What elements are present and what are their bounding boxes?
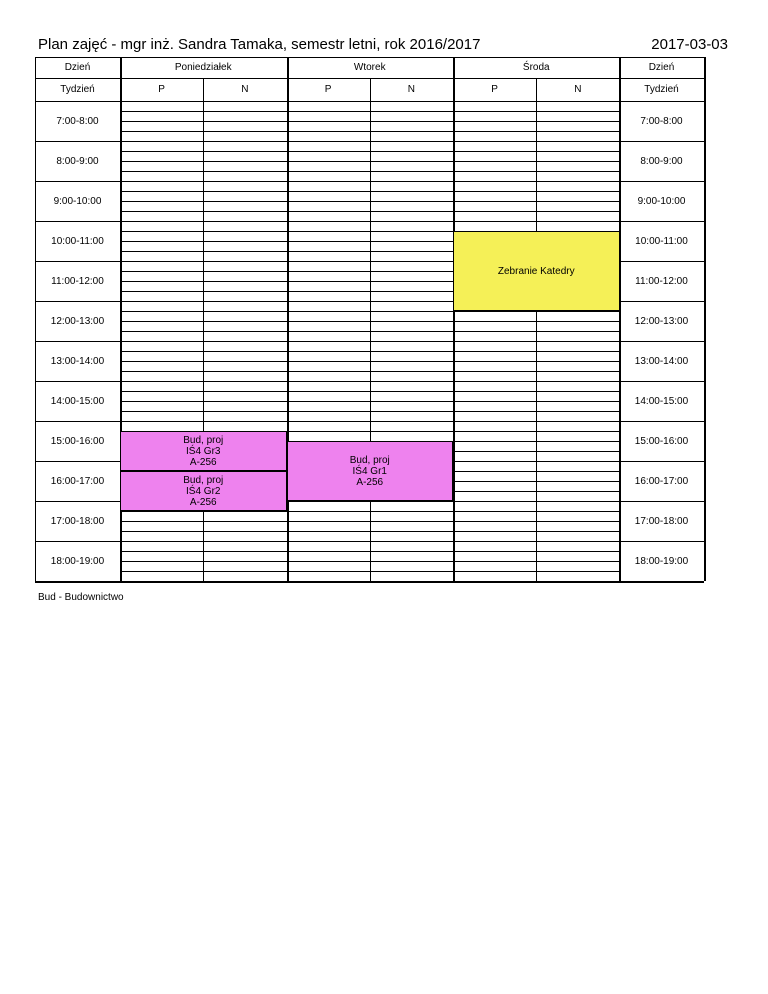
schedule-grid (35, 57, 704, 581)
hour-label-left: 13:00-14:00 (50, 355, 105, 367)
hour-label-left: 11:00-12:00 (51, 275, 104, 287)
event-label: Bud, proj IŚ4 Gr3 A-256 (183, 434, 224, 468)
hour-label-right: 13:00-14:00 (634, 355, 689, 367)
event-label: Bud, proj IŚ4 Gr1 A-256 (349, 454, 390, 488)
hour-label-right: 18:00-19:00 (634, 555, 689, 567)
grid-line (704, 57, 706, 581)
parity-header: P (158, 84, 165, 95)
grid-line (619, 541, 704, 542)
grid-line (287, 57, 289, 581)
grid-line (619, 57, 621, 581)
legend: Bud - Budownictwo (38, 592, 124, 603)
parity-header: P (491, 84, 498, 95)
hour-label-left: 12:00-13:00 (50, 315, 105, 327)
grid-line (35, 301, 120, 302)
grid-line (619, 341, 704, 342)
parity-header: P (324, 84, 332, 95)
grid-line (35, 57, 36, 581)
grid-line (370, 78, 371, 581)
grid-line (619, 261, 704, 262)
parity-header: N (407, 84, 415, 95)
grid-line (35, 141, 120, 142)
hour-label-left: 17:00-18:00 (50, 515, 105, 527)
hour-label-right: 17:00-18:00 (634, 515, 689, 527)
hour-label-left: 7:00-8:00 (56, 115, 99, 127)
grid-line (35, 421, 120, 422)
parity-header: N (574, 84, 582, 95)
grid-line (35, 261, 120, 262)
hour-label-left: 8:00-9:00 (56, 155, 99, 167)
hour-label-right: 12:00-13:00 (634, 315, 689, 327)
grid-line (619, 381, 704, 382)
header-week-label-left: Tydzień (60, 84, 95, 95)
grid-line (35, 341, 120, 342)
event-label: Bud, proj IŚ4 Gr2 A-256 (183, 474, 224, 508)
hour-label-right: 14:00-15:00 (634, 395, 689, 407)
day-header: Środa (522, 62, 550, 73)
event-label: Zebranie Katedry (497, 265, 575, 277)
hour-label-right: 8:00-9:00 (640, 155, 683, 167)
grid-line (35, 461, 120, 462)
grid-line (453, 57, 455, 581)
page-title: Plan zajęć - mgr inż. Sandra Tamaka, semestr letni, rok 2016/2017 (38, 36, 481, 53)
grid-line (619, 221, 704, 222)
grid-line (35, 181, 120, 182)
document-date: 2017-03-03 (651, 36, 728, 53)
day-header: Wtorek (353, 62, 386, 73)
hour-label-left: 18:00-19:00 (50, 555, 105, 567)
hour-label-right: 11:00-12:00 (635, 275, 688, 287)
hour-label-left: 10:00-11:00 (51, 235, 104, 247)
parity-header: N (241, 84, 249, 95)
hour-label-right: 7:00-8:00 (640, 115, 683, 127)
grid-line (35, 57, 704, 58)
hour-label-left: 15:00-16:00 (50, 435, 105, 447)
header-week-label-right: Tydzień (644, 84, 679, 95)
grid-line (35, 581, 704, 583)
grid-line (536, 78, 537, 581)
grid-line (35, 501, 120, 502)
hour-label-left: 9:00-10:00 (53, 195, 102, 207)
day-header: Poniedziałek (174, 62, 232, 73)
grid-line (619, 141, 704, 142)
grid-line (619, 181, 704, 182)
grid-line (35, 381, 120, 382)
schedule-event[interactable] (287, 441, 454, 501)
schedule-event[interactable] (453, 231, 620, 311)
grid-line (35, 541, 120, 542)
hour-label-left: 16:00-17:00 (50, 475, 105, 487)
header-day-label-left: Dzień (64, 62, 91, 73)
header-day-label-right: Dzień (648, 62, 675, 73)
grid-line (35, 221, 120, 222)
hour-label-left: 14:00-15:00 (50, 395, 105, 407)
grid-line (619, 301, 704, 302)
schedule-event[interactable] (120, 431, 287, 471)
hour-label-right: 16:00-17:00 (634, 475, 689, 487)
hour-label-right: 9:00-10:00 (637, 195, 686, 207)
hour-label-right: 10:00-11:00 (635, 235, 688, 247)
schedule-event[interactable] (120, 471, 287, 511)
grid-line (619, 461, 704, 462)
grid-line (619, 501, 704, 502)
hour-label-right: 15:00-16:00 (634, 435, 689, 447)
grid-line (619, 421, 704, 422)
